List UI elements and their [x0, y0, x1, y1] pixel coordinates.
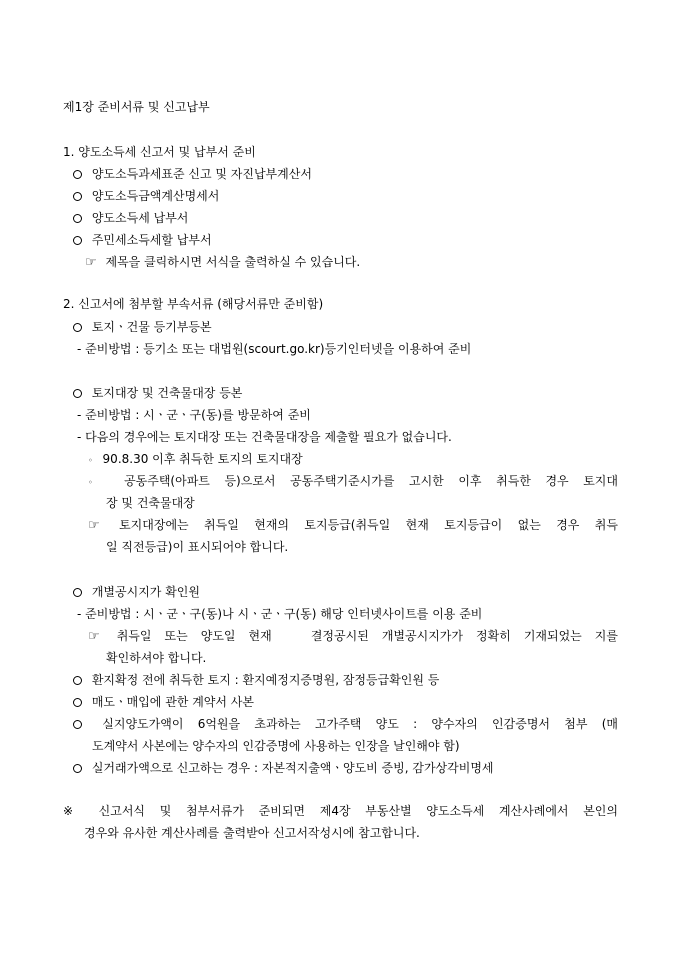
- list-item: 실거래가액으로 신고하는 경우 : 자본적지출액ㆍ양도비 증빙, 감가상각비명세: [73, 760, 494, 776]
- hollow-circle-icon: [73, 720, 82, 729]
- publicprice-note-continued: 확인하셔야 합니다.: [106, 651, 207, 665]
- hollow-circle-icon: [73, 698, 82, 707]
- hollow-circle-icon: [73, 323, 82, 332]
- footer-note: ※ 신고서식 및 첨부서류가 준비되면 제4장 부동산별 양도소득세 계산사례에서 본인의: [63, 804, 618, 818]
- section1-item-label[interactable]: 양도소득세 납부서: [91, 211, 189, 225]
- hollow-circle-icon: [73, 764, 82, 773]
- hollow-circle-icon: [73, 192, 82, 201]
- publicprice-note: ☞ 취득일 또는 양도일 현재 결정공시된 개별공시지가가 정확히 기재되었는 지를: [88, 629, 618, 644]
- hollow-circle-icon: [73, 170, 82, 179]
- list-item[interactable]: [73, 232, 212, 248]
- landbook-method: - 준비방법 : 시ㆍ군ㆍ구(동)를 방문하여 준비: [77, 408, 311, 422]
- hollow-circle-icon: [73, 236, 82, 245]
- section1-item-label[interactable]: 주민세소득세할 납부서: [91, 233, 212, 247]
- registry-item: 토지ㆍ건물 등기부등본: [73, 319, 212, 335]
- hollow-circle-icon: [73, 389, 82, 398]
- section1-heading: 1. 양도소득세 신고서 및 납부서 준비: [63, 145, 256, 159]
- list-item[interactable]: [73, 166, 312, 182]
- section1-note: ☞ 제목을 클릭하시면 서식을 출력하실 수 있습니다.: [85, 255, 361, 270]
- landbook-item: 토지대장 및 건축물대장 등본: [73, 385, 242, 401]
- hollow-circle-icon: [73, 676, 82, 685]
- landbook-exception: - 다음의 경우에는 토지대장 또는 건축물대장을 제출할 필요가 없습니다.: [77, 430, 452, 444]
- landbook-note-continued: 일 직전등급)이 표시되어야 합니다.: [106, 540, 289, 554]
- section1-item-label[interactable]: 양도소득금액계산명세서: [91, 189, 220, 203]
- section2-heading: 2. 신고서에 첨부할 부속서류 (해당서류만 준비함): [63, 297, 324, 311]
- publicprice-item: 개별공시지가 확인원: [73, 584, 200, 600]
- list-item: 매도ㆍ매입에 관한 계약서 사본: [73, 694, 254, 710]
- landbook-case-continued: 장 및 건축물대장: [106, 496, 195, 510]
- footer-note-continued: 경우와 유사한 계산사례를 출력받아 신고서작성시에 참고합니다.: [84, 826, 420, 840]
- list-item: 실지양도가액이 6억원을 초과하는 고가주택 양도 : 양수자의 인감증명서 첨부 (매: [73, 716, 618, 732]
- landbook-note: ☞ 토지대장에는 취득일 현재의 토지등급(취득일 현재 토지등급이 없는 경우 취득: [88, 518, 618, 533]
- publicprice-method: - 준비방법 : 시ㆍ군ㆍ구(동)나 시ㆍ군ㆍ구(동) 해당 인터넷사이트를 이용 준비: [77, 607, 483, 621]
- list-item-continued: 도계약서 사본에는 양수자의 인감증명에 사용하는 인장을 날인해야 함): [92, 739, 460, 753]
- hollow-circle-icon: [73, 588, 82, 597]
- landbook-case: ◦ 공동주택(아파트 등)으로서 공동주택기준시가를 고시한 이후 취득한 경우 토지대: [88, 474, 618, 488]
- page-title: 제1장 준비서류 및 신고납부: [63, 100, 210, 114]
- pointing-hand-icon: ☞: [88, 518, 100, 533]
- small-dot-icon: ◦: [88, 456, 93, 465]
- registry-method: - 준비방법 : 등기소 또는 대법원(scourt.go.kr)등기인터넷을 이용하여 준비: [77, 342, 472, 356]
- landbook-case: ◦ 90.8.30 이후 취득한 토지의 토지대장: [88, 452, 303, 466]
- section1-item-label[interactable]: 양도소득과세표준 신고 및 자진납부계산서: [91, 167, 312, 181]
- small-dot-icon: ◦: [88, 478, 104, 487]
- list-item[interactable]: [73, 188, 219, 204]
- pointing-hand-icon: ☞: [85, 255, 97, 270]
- list-item[interactable]: [73, 210, 188, 226]
- list-item: 환지확정 전에 취득한 토지 : 환지예정지증명원, 잠정등급확인원 등: [73, 672, 439, 688]
- hollow-circle-icon: [73, 214, 82, 223]
- pointing-hand-icon: ☞: [88, 629, 100, 644]
